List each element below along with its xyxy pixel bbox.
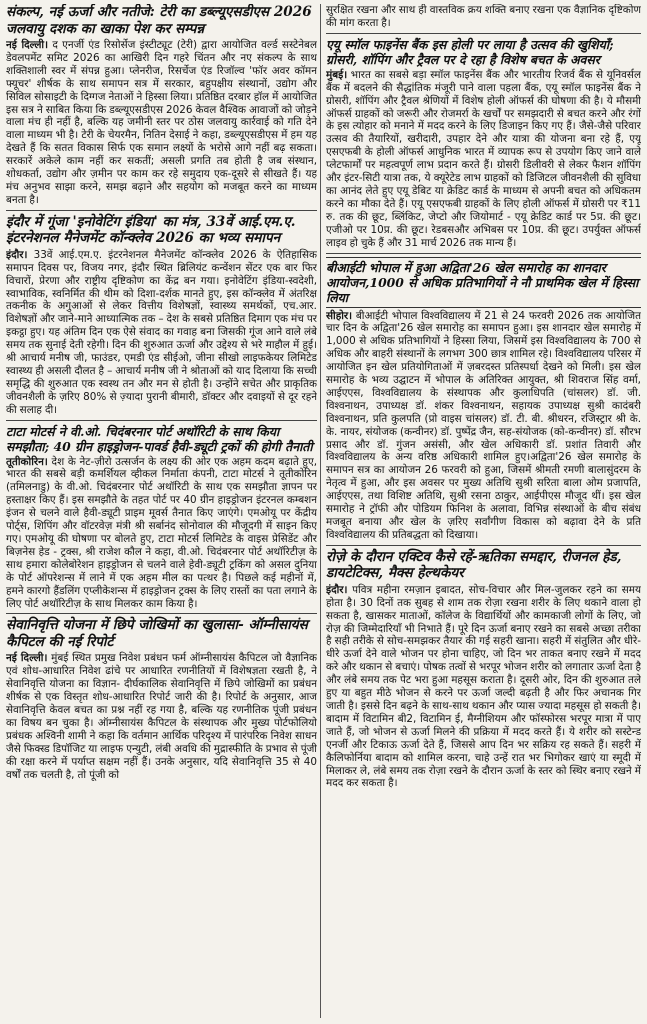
article-divider [326, 545, 641, 546]
right-column [326, 4, 641, 1018]
article-dateline: इंदौर। [326, 583, 348, 596]
article-text: पवित्र महीना रमज़ान इबादत, सोच-विचार और मिल-जुलकर रहने का समय होता है। 30 दिनों तक सुबह से शाम तक रोज़ा रखना शरीर के लिए थकाने वाला हो सकता है, खासकर माताओं, कॉलेज के विद्यार्थियों और कामकाजी लोगों के लिए, जो रोज़ की जिम्मेदारियाँ भी निभाते हैं। पूरे दिन ऊर्जा बनाए रखने का सबसे अच्छा तरीका है सही तरीके से सोच-समझकर तैयार की गई सहरी खाना। सहरी में संतुलित और धीरे-धीरे ऊर्जा देने वाले भोजन पर होना चाहिए, जो दिन भर ताकत बनाए रखने में मदद करे और थकान से बचाएं। पोषक तत्वों से भरपूर भोजन शरीर को लगातार ऊर्जा देता है और लंबे समय तक पेट भरा हुआ महसूस कराता है। दूसरी ओर, दिन की शुरुआत तले हुए या बहुत मीठे भोजन से करने पर ऊर्जा जल्दी बढ़ती है और फिर अचानक गिर जाती है। इससे दिन बढ़ने के साथ-साथ थकान और प्यास ज्यादा महसूस हो सकती है। बादाम में विटामिन बी2, विटामिन ई, मैग्नीशियम और फॉस्फोरस भरपूर मात्रा में पाए जाते हैं, जो भोजन से ऊर्जा मिलने की प्रक्रिया में मदद करते हैं। ये शरीर को सस्टेन्ड एनर्जी और टिकाऊ ऊर्जा देते हैं, जिससे आप दिन भर सक्रिय रह सकते हैं। सहरी में कैलिफोर्निया बादाम को शामिल करना, चाहे उन्हें रात भर भिगोकर खाएं या स्मूदी में मिलाकर ले, लंबे समय तक रोज़ा रखने के दौरान ऊर्जा के स्तर को स्थिर बनाए रखने में मदद कर सकता है। [326, 583, 641, 790]
article-continuation [326, 4, 641, 30]
article-teri-wsds [6, 4, 317, 207]
article-divider [6, 420, 317, 421]
article-dateline: मुंबई। [326, 68, 348, 81]
article-text: मुंबई स्थित प्रमुख निवेश प्रबंधन फर्म ऑम्नीसायंस कैपिटल जो वैज्ञानिक एवं शोध-आधारित निवेश ढांचे पर आधारित रणनीतियों में विशेषज्ञता रखती है, ने सेवानिवृत्ति योजना का विज्ञान- दीर्घकालिक सेवानिवृत्ति में छिपे जोखिमों का प्रबंधन शीर्षक से एक विस्तृत शोध-आधारित रिपोर्ट जारी की है। रिपोर्ट के अनुसार, आज सेवानिवृत्ति केवल बचत का प्रश्न नहीं रह गया है, बल्कि यह रणनीतिक पूंजी प्रबंधन का विषय बन चुका है। ऑम्नीसायंस कैपिटल के संस्थापक और मुख्य पोर्टफोलियो प्रबंधक अश्विनी शामी ने कहा कि वर्तमान आर्थिक परिदृश्य में पारंपरिक निवेश साधन जैसे फिक्स्ड डिपॉजिट या लाइफ एन्युटी, लंबी अवधि की मुद्रास्फीति के प्रभाव से पूंजी की रक्षा करने में पर्याप्त सक्षम नहीं हैं। उनके अनुसार, यदि सेवानिवृत्ति 35 से 40 वर्षों तक चलती है, तो पूंजी को [6, 652, 317, 781]
article-text: द एनर्जी एंड रिसोर्सेज इंस्टीट्यूट (टेरी) द्वारा आयोजित वर्ल्ड सस्टेनेबल डेवलपमेंट समिट 2026 का आखिरी दिन गहरे चिंतन और नए संकल्प के साथ शक्तिशाली स्वर में संपन्न हुआ। प्लेनरीज, रिसर्चेज एंड रिजॉल्व 'फॉर अवर कॉमन फ्यूचर' शीर्षक के साथ समापन सत्र में सरकार, बहुपक्षीय संस्थानों, उद्योग और सिविल सोसाइटी के दिग्गज नेताओं ने हिस्सा लिया। प्रतिष्ठित दरबार हॉल में आयोजित इस सत्र ने साबित किया कि डब्ल्यूएसडीएस 2026 केवल वैश्विक आवाजों को जोड़ने वाला मंच ही नहीं है, बल्कि यह जमीनी स्तर पर ठोस जलवायु कार्रवाई को गति देने वाला माध्यम भी है। टेरी के चेयरमैन, नितिन देसाई ने कहा, डब्ल्यूएसडीएस में हम यह देखते हैं कि सतत विकास सिर्फ एक समान लक्ष्यों के भरोसे आगे नहीं बढ़ सकता। सरकारें अकेले काम नहीं कर सकतीं; असली प्रगति तब होती है जब संस्थान, शोधकर्ता, उद्योग और ज़मीन पर काम कर रहे समुदाय एक-दूसरे से सीखते हैं। यह मंच अनुभव साझा करने, समझ बढ़ाने और सहयोग को मजबूत करने का माध्यम बनता है। [6, 39, 317, 206]
article-divider [326, 253, 641, 254]
article-text: सुरक्षित रखना और साथ ही वास्तविक क्रय शक्ति बनाए रखना एक वैज्ञानिक दृष्टिकोण की मांग करता है। [326, 4, 641, 29]
article-dateline: नई दिल्ली। [6, 39, 49, 51]
article-body [6, 249, 317, 417]
article-text: 33वें आई.एम.ए. इंटरनेशनल मैनेजमेंट कॉन्क्लेव 2026 के ऐतिहासिक समापन दिवस पर, विजय नगर, इंदौर स्थित ब्रिलियंट कन्वेंशन सेंटर एक बार फिर विचारों, प्रेरणा और राष्ट्रीय दृष्टिकोण का केंद्र बन गया। इनोवेटिंग इंडिया-स्वदेशी, स्वाभाविक, स्वनिर्मित की थीम को दिशा-दर्शक मानते हुए, इस कॉन्क्लेव में अंतरिक्ष तकनीक के अगुआओं से लेकर वित्तीय विशेषज्ञों, स्वास्थ्य समर्थकों, एच.आर. विशेषज्ञों और जाने-माने आध्यात्मिक तक – देश के सबसे प्रतिष्ठित दिमाग एक मंच पर इकट्ठा हुए। यह अंतिम दिन एक ऐसे संवाद का गवाह बना जिसकी गूंज आने वाले लंबे समय तक सुनाई देती रहेगी। दिन की शुरुआत ऊर्जा और उद्देश्य से भरे माहौल में हुई। श्री आचार्य मनीष जी, फाउंडर, एमडी एंड सीईओ, जीना सीखो लाइफकेयर लिमिटेड स्वास्थ्य ही असली दौलत है – आचार्य मनीष जी ने श्रोताओं को याद दिलाया कि सच्ची समृद्धि की शुरुआत एक स्वस्थ तन और मन से होती है। उन्होंने सचेत और प्राकृतिक जीवनशैली के ज़रिए 80% से ज़्यादा पुरानी बीमारी, डॉक्टर और दवाइयों से दूर रहने की सलाह दी। [6, 248, 317, 416]
article-dateline: इंदौर। [6, 248, 28, 261]
article-divider [326, 33, 641, 34]
article-body [6, 652, 317, 781]
article-body [326, 69, 641, 250]
article-headline: टाटा मोटर्स ने वी.ओ. चिदंबरनार पोर्ट अथॉरिटी के साथ किया समझौता; 40 ग्रीन हाइड्रोजन-पावर्ड हैवी-ड्यूटी ट्रकों की होगी तैनाती [6, 423, 313, 454]
article-headline: सेवानिवृत्ति योजना में छिपे जोखिमों का खुलासा- ऑम्नीसायंस कैपिटल की नई रिपोर्ट [6, 617, 308, 650]
article-body [6, 39, 317, 207]
article-body [326, 310, 641, 542]
article-max-healthcare [326, 549, 641, 791]
column-divider [320, 4, 321, 1018]
article-bit-bhopal [326, 257, 641, 542]
article-text: भारत का सबसे बड़ा स्मॉल फाइनेंस बैंक और भारतीय रिजर्व बैंक से यूनिवर्सल बैंक में बदलने की सैद्धांतिक मंजूरी पाने वाला पहला बैंक, एयू स्मॉल फाइनेंस बैंक ने ग्रोसरी, शॉपिंग और ट्रैवल श्रेणियों में विशेष होली ऑफर्स की घोषणा की है। ये मौसमी ऑफर्स ग्राहकों को जरूरी और रोजमर्रा के खर्चों पर समझदारी से बचत करने और रंगों के इस त्योहार को मनाने में मदद करने के लिए डिजाइन किए गए हैं। जैसे-जैसे परिवार उत्सव की तैयारियों, खरीदारी, उपहार देने और यात्रा की योजना बना रहे हैं, एयू एसएफबी के होली ऑफर्स आधुनिक भारत में व्यापक रूप से उपयोग किए जाने वाले प्लेटफार्मों पर महत्वपूर्ण लाभ प्रदान करते हैं। ग्रोसरी डिलीवरी से लेकर फैशन शॉपिंग और इंटर-सिटी यात्रा तक, ये क्यूरेटेड लाभ ग्राहकों को डिजिटल जीवनशैली की सुविधा का आनंद लेते हुए एयू डेबिट या क्रेडिट कार्ड के माध्यम से अपनी बचत को अधिकतम करने का मौका देते हैं। एयू एसएफबी ग्राहकों के लिए होली ऑफर्स में ग्रोसरी पर ₹11 रु. तक की छूट, ब्लिंकिट, जेप्टो और जियोमार्ट - एयू क्रेडिट कार्ड पर 5प्र. की छूट। एजीओ पर 10प्र. की छूट। रेडबसऔर अभिबस पर 10प्र. की छूट। उपर्युक्त ऑफर्स लाइव हो चुके हैं और 31 मार्च 2026 तक मान्य हैं। [326, 68, 641, 249]
article-ima-conclave [6, 214, 317, 417]
article-headline: एयू स्मॉल फाइनेंस बैंक इस होली पर लाया है उत्सव की खुशियाँ; ग्रोसरी, शॉपिंग और ट्रैवल पर दे रहा है विशेष बचत के अवसर [326, 36, 614, 67]
article-body [326, 4, 641, 30]
article-dateline: सीहोर। [326, 309, 353, 322]
article-body [6, 456, 317, 611]
article-divider [6, 613, 317, 614]
article-dateline: तूतीकोरिन। [6, 455, 48, 468]
article-body [326, 584, 641, 791]
article-headline: संकल्प, नई ऊर्जा और नतीजे: टेरी का डब्ल्यूएसडीएस 2026 जलवायु दशक का खाका पेश कर सम्पन्न [6, 4, 312, 37]
article-omniscience-capital [6, 617, 317, 781]
left-column [6, 4, 317, 1018]
article-tata-motors [6, 424, 317, 611]
article-headline: बीआईटी भोपाल में हुआ अद्विता'26 खेल समारोह का शानदार आयोजन,1000 से अधिक प्रतिभागियों ने नौ प्राथमिक खेल में हिस्सा लिया [326, 257, 641, 308]
article-headline: रोज़े के दौरान एक्टिव कैसे रहें-ऋतिका समद्दार, रीजनल हेड, डायटेटिक्स, मैक्स हेल्थकेयर [326, 548, 622, 582]
article-headline: इंदौर में गूंजा 'इनोवेटिंग इंडिया' का मंत्र, 33वें आई.एम.ए. इंटरनेशनल मैनेजमेंट कॉन्क्लेव 2026 का भव्य समापन [6, 213, 296, 247]
article-text: देश के नेट-ज़ीरो उत्सर्जन के लक्ष्य की ओर एक अहम कदम बढ़ाते हुए, भारत की सबसे बड़ी कमर्शियल व्हीकल निर्माता कंपनी, टाटा मोटर्स ने तूतीकोरिन (तमिलनाडु) के वी.ओ. चिदंबरनार पोर्ट अथॉरिटी के साथ एक समझौता ज्ञापन पर हस्ताक्षर किए हैं। इस समझौते के तहत पोर्ट पर 40 ग्रीन हाइड्रोजन इंटरनल कम्बशन इंजन से चलने वाले हैवी-ड्यूटी प्राइम मूवर्स तैनात किए जाएंगे। एमओयू पर केंद्रीय पोर्ट्स, शिपिंग और वॉटरवेज़ मंत्री श्री सर्बानंद सोनोवाल की मौजूदगी में साइन किए गए। एमओयू की घोषणा पर बोलते हुए, टाटा मोटर्स लिमिटेड के वाइस प्रेसिडेंट और बिज़नेस हेड - ट्रक्स, श्री राजेश कौल ने कहा, वी.ओ. चिदंबरनार पोर्ट अथॉरिटीज़ के साथ हमारा कोलेबोरेशन हाइड्रोजन से चलने वाले हेवी-ड्यूटी ट्रकिंग को असल दुनिया के पोर्ट ऑपरेशन्स में लाने में एक अहम मील का पत्थर है। पिछले कई महीनों में, हमने कारगो हैंडलिंग एप्लीकेशन्स में हाइड्रोजन ट्रक्स के लिए रास्तों का पता लगाने के लिए पोर्ट अथॉरिटीज़ के साथ मिलकर काम किया है। [6, 455, 317, 610]
article-au-bank [326, 37, 641, 250]
article-divider [6, 210, 317, 211]
article-text: बीआईटी भोपाल विश्वविद्यालय में 21 से 24 फरवरी 2026 तक आयोजित चार दिन के अद्विता'26 खेल समारोह का समापन हुआ। इस शानदार खेल समारोह में 1,000 से अधिक प्रतिभागियों ने हिस्सा लिया, जिसमें इस विश्वविद्यालय के 700 से अधिक और बाहरी संस्थानों के लगभग 300 छात्र शामिल रहे। विश्वविद्यालय परिसर में आयोजित इन खेल प्रतियोगिताओं में ज़बरदस्त प्रतिस्पर्धा देखने को मिली। इस खेल समारोह के भव्य उद्घाटन में भोपाल के अतिरिक्त आयुक्त, श्री शिवराज सिंह वर्मा, आईएएस, विश्वविद्यालय के संस्थापक और कुलाधिपति (चांसलर) डॉ. जी. विश्वनाथन, उपाध्यक्ष डॉ. शंकर विश्वनाथन, सहायक उपाध्यक्ष सुश्री कादंबरी विश्वनाथन, प्रति कुलपति (प्रो वाइस चांसलर) डॉ. टी. बी. श्रीधरन, रजिस्ट्रार श्री के. के. नायर, संयोजक (कन्वीनर) डॉ. पुष्पेंद्र जैन, सह-संयोजक (को-कन्वीनर) डॉ. सौरभ प्रसाद और डॉ. गुंजन असंसी, और खेल अधिकारी डॉ. प्रशांत तिवारी और विश्वविद्यालय के अन्य वरिष्ठ अधिकारी शामिल हुए।अद्विता'26 खेल समारोह के समापन सत्र का आयोजन 26 फरवरी को हुआ, जिसमें श्रीमती रमणी बालासुंदरम के नेतृत्व में हुआ, और इस अवसर पर मुख्य अतिथि सुश्री सरिता बाला ओम प्रजापति, आईएएस, तथा विशिष्ट अतिथि, सुश्री रसना ठाकुर, आईपीएस मौजूद थीं। इस खेल समारोह ने ट्रॉफी और पोडियम फिनिश के अलावा, विभिन्न संस्थाओं के बीच संबंध मजबूत बनाया और खेल के ज़रिए सर्वांगीण विकास को बढ़ावा देने के प्रति विश्वविद्यालय की प्रतिबद्धता को दिखाया। [326, 309, 641, 541]
article-dateline: नई दिल्ली। [6, 652, 48, 665]
